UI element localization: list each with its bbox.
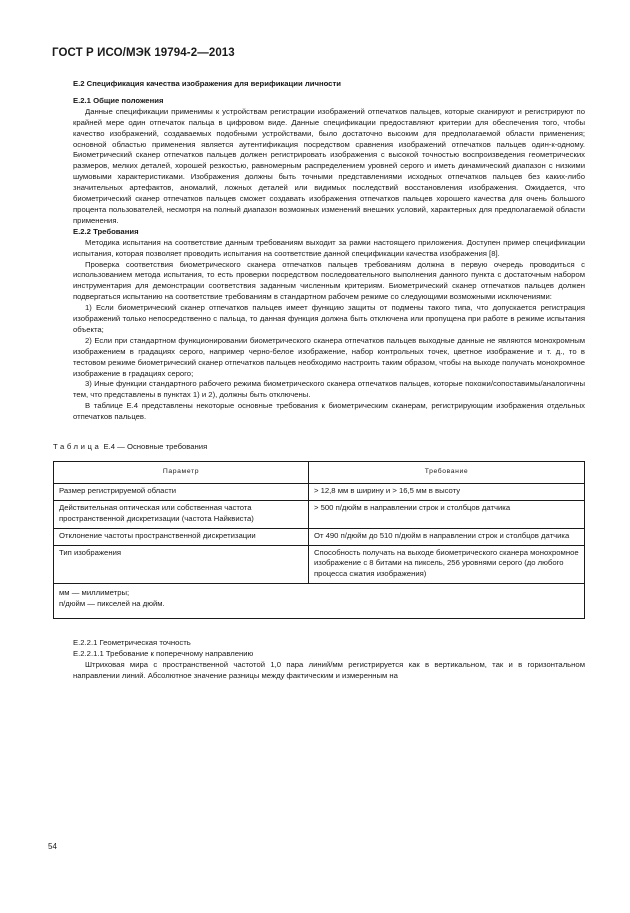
table-notes: [54, 584, 585, 619]
table-row: [54, 500, 585, 528]
section-e2211: [73, 638, 585, 682]
paragraph-bar-target: Штриховая мира с пространственной частотой 1,0 пара линий/мм регистрируется как в вертикальном, так и в горизонтальном направлении линий. Абсолютное значение разницы между фактическим и измеренным на: [73, 659, 585, 680]
paragraph-exception-2: 2) Если при стандартном функционировании биометрического сканера отпечатков пальцев выходные данные не являются монохромным изображением в градациях серого, например черно-белое изображение, набор контрольных точек, цветное изображение и т. д., то в тестовом режиме биометрический сканер отпечатков пальцев необходимо настроить таким образом, чтобы на выходе получать монохромное изображение в градациях серого;: [73, 335, 585, 378]
table-row: [54, 545, 585, 584]
subsection-title-e21: Е.2.1 Общие положения: [73, 95, 164, 105]
table-caption: [53, 442, 585, 453]
requirements-table: [53, 461, 585, 619]
page-header-title: ГОСТ Р ИСО/МЭК 19794-2—2013: [52, 47, 235, 59]
paragraph-conformance: Проверка соответствия биометрического сканера отпечатков пальцев требованиям должна в первую очередь проводиться с использованием метода испытания, то есть проверки посредством последовательного выполнения данного пункта с достаточным набором инструментария для демонстрации соответствия заданным численным критериям. Биометрический сканер отпечатков пальцев должен подвергаться испытанию на соответствие требованиям в стандартном рабочем режиме со следующими возможными исключениями:: [73, 259, 585, 302]
paragraph-general: Данные спецификации применимы к устройствам регистрации изображений отпечатков пальцев, которые сканируют и регистрируют по крайней мере один отпечаток пальца в цифровом виде. Данные спецификации предоставляют критерии для обеспечения того, чтобы качество изображений, создаваемых подобными устройствами, было достаточно высоким для предполагаемой области применения; основной областью применения является аутентификация посредством сравнения изображений отпечатков пальцев один-к-одному. Биометрический сканер отпечатков пальцев должен регистрировать изображения с высокой точностью воспроизведения геометрических размеров, мелких деталей, хорошей резкостью, равномерным распределением уровней серого и иметь динамический диапазон с низкими шумовыми характеристиками. Изображения должны быть точными представлениями исходных отпечатков пальцев без каких-либо значительных артефактов, аномалий, ложных деталей или видимых последствий восстановления изображения. Ожидается, что биометрический сканер отпечатков пальцев сможет создавать изображения отпечатков пальцев хорошего качества для очень большого процента пользователей, несмотря на полный диапазон возможных изменений внешних условий, характерных для предполагаемой области применения.: [73, 106, 585, 225]
row-param: Отклонение частоты пространственной дискретизации: [54, 528, 309, 545]
clause-title-e22111: Е.2.2.1.1 Требование к поперечному направлению: [73, 648, 254, 658]
clause-title-e2211: Е.2.2.1 Геометрическая точность: [73, 638, 191, 648]
paragraph-test-method: Методика испытания на соответствие данным требованиям выходит за рамки настоящего приложения. Доступен пример спецификации испытания, которая позволяет проводить испытания на соответствие данной спецификации качества изображения [8].: [73, 237, 585, 258]
table-row: [54, 528, 585, 545]
row-param: Размер регистрируемой области: [54, 483, 309, 500]
table-header-row: [54, 462, 585, 484]
row-param: Действительная оптическая или собственная частота пространственной дискретизации (частота Найквиста): [54, 500, 309, 528]
subsection-title-e22: Е.2.2 Требования: [73, 226, 139, 236]
row-requirement: От 490 п/дюйм до 510 п/дюйм в направлении строк и столбцов датчика: [309, 528, 585, 545]
table-row: [54, 483, 585, 500]
paragraph-table-intro: В таблице Е.4 представлены некоторые основные требования к биометрическим сканерам, регистрирующим изображения отдельных отпечатков пальцев.: [73, 401, 585, 422]
header-requirement: Требование: [309, 462, 585, 484]
page-content: [53, 79, 585, 682]
row-requirement: Способность получать на выходе биометрического сканера монохромное изображение с 8 битами на пиксель, 256 уровнями серого (до любого процесса сжатия изображения): [309, 545, 585, 584]
row-param: Тип изображения: [54, 545, 309, 584]
note-mm: мм — миллиметры;: [59, 588, 130, 598]
section-title-e2: Е.2 Спецификация качества изображения для верификации личности: [73, 79, 341, 88]
table-caption-prefix: Таблица: [53, 442, 102, 452]
page-number: 54: [48, 842, 57, 851]
table-caption-rest: Е.4 — Основные требования: [101, 442, 208, 452]
note-ppi: п/дюйм — пикселей на дюйм.: [59, 599, 165, 609]
row-requirement: > 500 п/дюйм в направлении строк и столбцов датчика: [309, 500, 585, 528]
paragraph-exception-3: 3) Иные функции стандартного рабочего режима биометрического сканера отпечатков пальцев, которые похожи/сопоставимы/аналогичны тем, что представлены в пунктах 1) и 2), должны быть отключены.: [73, 379, 585, 400]
table-notes-row: [54, 584, 585, 619]
row-requirement: > 12,8 мм в ширину и > 16,5 мм в высоту: [309, 483, 585, 500]
header-param: Параметр: [54, 462, 309, 484]
paragraph-exception-1: 1) Если биометрический сканер отпечатков пальцев имеет функцию защиты от подмены такого типа, что допускается регистрация изображений только непосредственно с пальца, то данная функция должна быть отключена или пропущена при работе в режиме испытания объекта;: [73, 303, 585, 334]
